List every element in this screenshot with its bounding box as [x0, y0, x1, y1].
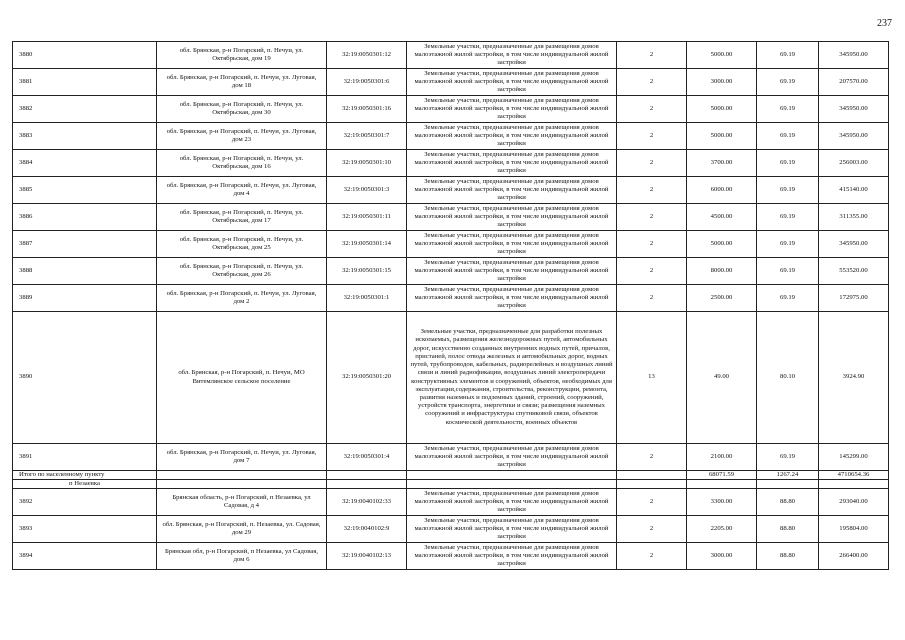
cadastral-number-cell: 32:19:0050301:6: [327, 69, 407, 96]
row-number: 3888: [13, 258, 157, 285]
address-cell: обл. Брянская, р-н Погарский, п. Нечуи, ул. Луговая, дом 18: [157, 69, 327, 96]
area-cell: 2100.00: [687, 444, 757, 471]
table-row: [13, 444, 889, 471]
land-purpose-cell: Земельные участки, предназначенные для размещения домов малоэтажной жилой застройки, в том числе индивидуальной жилой застройки: [407, 150, 617, 177]
category-cell: 2: [617, 231, 687, 258]
table-row: [13, 96, 889, 123]
area-cell: 49.00: [687, 312, 757, 444]
value-cell: 145299.00: [819, 444, 889, 471]
land-purpose-cell: Земельные участки, предназначенные для размещения домов малоэтажной жилой застройки, в том числе индивидуальной жилой застройки: [407, 516, 617, 543]
row-number: 3893: [13, 516, 157, 543]
category-cell: 2: [617, 96, 687, 123]
category-cell: 2: [617, 543, 687, 570]
row-number: 3889: [13, 285, 157, 312]
land-purpose-cell: Земельные участки, предназначенные для размещения домов малоэтажной жилой застройки, в том числе индивидуальной жилой застройки: [407, 204, 617, 231]
row-number: 3884: [13, 150, 157, 177]
rate-cell: 80.10: [757, 312, 819, 444]
cadastral-number-cell: 32:19:0040102:9: [327, 516, 407, 543]
cadastral-number-cell: 32:19:0050301:7: [327, 123, 407, 150]
land-purpose-cell: Земельные участки, предназначенные для размещения домов малоэтажной жилой застройки, в том числе индивидуальной жилой застройки: [407, 69, 617, 96]
row-number: 3891: [13, 444, 157, 471]
value-cell: 345950.00: [819, 96, 889, 123]
address-cell: обл. Брянская, р-н Погарский, п. Нечуи, МО Витемлянское сельское поселение: [157, 312, 327, 444]
cadastral-number-cell: 32:19:0050301:15: [327, 258, 407, 285]
land-purpose-cell: Земельные участки, предназначенные для размещения домов малоэтажной жилой застройки, в том числе индивидуальной жилой застройки: [407, 231, 617, 258]
value-cell: 553520.00: [819, 258, 889, 285]
land-purpose-cell: Земельные участки, предназначенные для размещения домов малоэтажной жилой застройки, в том числе индивидуальной жилой застройки: [407, 123, 617, 150]
address-cell: обл. Брянская, р-н Погарский, п. Нечуи, ул. Октябрьская, дом 25: [157, 231, 327, 258]
rate-cell: 69.19: [757, 69, 819, 96]
table-row: [13, 150, 889, 177]
cadastral-number-cell: 32:19:0050301:3: [327, 177, 407, 204]
rate-cell: 69.19: [757, 285, 819, 312]
rate-cell: 69.19: [757, 444, 819, 471]
value-cell: 3924.90: [819, 312, 889, 444]
category-cell: 2: [617, 285, 687, 312]
land-purpose-cell: Земельные участки, предназначенные для размещения домов малоэтажной жилой застройки, в том числе индивидуальной жилой застройки: [407, 42, 617, 69]
table-row: [13, 312, 889, 444]
category-cell: 2: [617, 69, 687, 96]
rate-cell: 88.80: [757, 543, 819, 570]
area-cell: 5000.00: [687, 96, 757, 123]
category-cell: 2: [617, 123, 687, 150]
address-cell: обл. Брянская, р-н Погарский, п. Нечуи, ул. Октябрьская, дом 17: [157, 204, 327, 231]
table-row: [13, 204, 889, 231]
land-purpose-cell: Земельные участки, предназначенные для размещения домов малоэтажной жилой застройки, в том числе индивидуальной жилой застройки: [407, 285, 617, 312]
table-row: [13, 177, 889, 204]
land-register-table: [12, 41, 889, 570]
rate-cell: 88.80: [757, 489, 819, 516]
total-row: [13, 471, 889, 480]
rate-cell: 69.19: [757, 150, 819, 177]
total-area: 68071.59: [687, 471, 757, 480]
address-cell: обл. Брянская, р-н Погарский, п. Нечуи, ул. Луговая, дом 2: [157, 285, 327, 312]
row-number: 3885: [13, 177, 157, 204]
table-row: [13, 258, 889, 285]
area-cell: 3000.00: [687, 69, 757, 96]
area-cell: 3300.00: [687, 489, 757, 516]
area-cell: 4500.00: [687, 204, 757, 231]
category-cell: 2: [617, 177, 687, 204]
cadastral-number-cell: 32:19:0040102:13: [327, 543, 407, 570]
address-cell: обл. Брянская, р-н Погарский, п. Незаевка, ул. Садовая, дом 29: [157, 516, 327, 543]
value-cell: 266400.00: [819, 543, 889, 570]
land-purpose-cell: Земельные участки, предназначенные для разработки полезных ископаемых, размещения железнодорожных путей, автомобильных дорог, искусственно созданных внутренних водных путей, причалов, пристаней, полос отвода железных и автомобильных дорог, водных путей, трубопроводов, кабельных, радиорелейных и воздушных линий связи и линий радиофикации, воздушных линий электропередачи конструктивных элементов и сооружений, объектов, необходимых для эксплуатации,содержания, строительства, реконструкции, ремонта, развития наземных и подземных зданий, строений, сооружений, устройств транспорта, энергетики и связи; размещения наземных сооружений и инфраструктуры спутниковой связи, объектов космической деятельности, военных объектов: [407, 312, 617, 444]
row-number: 3886: [13, 204, 157, 231]
row-number: 3894: [13, 543, 157, 570]
cadastral-number-cell: 32:19:0050301:4: [327, 444, 407, 471]
rate-cell: 69.19: [757, 42, 819, 69]
address-cell: Брянская область, р-н Погарский, п Незаевка, ул Садовая, д 4: [157, 489, 327, 516]
rate-cell: 69.19: [757, 177, 819, 204]
rate-cell: 69.19: [757, 204, 819, 231]
settlement-heading-row: [13, 480, 889, 489]
row-number: 3880: [13, 42, 157, 69]
rate-cell: 69.19: [757, 258, 819, 285]
row-number: 3887: [13, 231, 157, 258]
area-cell: 8000.00: [687, 258, 757, 285]
total-rate: 1267.24: [757, 471, 819, 480]
row-number: 3892: [13, 489, 157, 516]
address-cell: обл. Брянская, р-н Погарский, п. Нечуи, ул. Октябрьская, дом 16: [157, 150, 327, 177]
category-cell: 2: [617, 489, 687, 516]
address-cell: обл. Брянская, р-н Погарский, п. Нечуи, ул. Октябрьская, дом 19: [157, 42, 327, 69]
category-cell: 2: [617, 258, 687, 285]
address-cell: Брянская обл, р-н Погарский, п Незаевка, ул Садовая, дом 6: [157, 543, 327, 570]
area-cell: 6000.00: [687, 177, 757, 204]
row-number: 3881: [13, 69, 157, 96]
row-number: 3883: [13, 123, 157, 150]
page-number: 237: [877, 18, 892, 29]
area-cell: 2205.00: [687, 516, 757, 543]
value-cell: 207570.00: [819, 69, 889, 96]
table-row: [13, 123, 889, 150]
row-number: 3882: [13, 96, 157, 123]
rate-cell: 69.19: [757, 123, 819, 150]
value-cell: 293040.00: [819, 489, 889, 516]
cadastral-number-cell: 32:19:0040102:33: [327, 489, 407, 516]
value-cell: 345950.00: [819, 231, 889, 258]
land-purpose-cell: Земельные участки, предназначенные для размещения домов малоэтажной жилой застройки, в том числе индивидуальной жилой застройки: [407, 177, 617, 204]
land-purpose-cell: Земельные участки, предназначенные для размещения домов малоэтажной жилой застройки, в том числе индивидуальной жилой застройки: [407, 96, 617, 123]
address-cell: обл. Брянская, р-н Погарский, п. Нечуи, ул. Луговая, дом 4: [157, 177, 327, 204]
value-cell: 256003.00: [819, 150, 889, 177]
land-purpose-cell: Земельные участки, предназначенные для размещения домов малоэтажной жилой застройки, в том числе индивидуальной жилой застройки: [407, 444, 617, 471]
value-cell: 345950.00: [819, 42, 889, 69]
area-cell: 5000.00: [687, 123, 757, 150]
row-number: 3890: [13, 312, 157, 444]
address-cell: обл. Брянская, р-н Погарский, п. Нечуи, ул. Луговая, дом 7: [157, 444, 327, 471]
cadastral-number-cell: 32:19:0050301:1: [327, 285, 407, 312]
area-cell: 5000.00: [687, 231, 757, 258]
land-purpose-cell: Земельные участки, предназначенные для размещения домов малоэтажной жилой застройки, в том числе индивидуальной жилой застройки: [407, 543, 617, 570]
total-label: Итого по населенному пункту: [13, 471, 157, 480]
category-cell: 2: [617, 204, 687, 231]
value-cell: 195804.00: [819, 516, 889, 543]
cadastral-number-cell: 32:19:0050301:14: [327, 231, 407, 258]
table-row: [13, 231, 889, 258]
area-cell: 3700.00: [687, 150, 757, 177]
address-cell: обл. Брянская, р-н Погарский, п. Нечуи, ул. Октябрьская, дом 26: [157, 258, 327, 285]
category-cell: 2: [617, 516, 687, 543]
area-cell: 2500.00: [687, 285, 757, 312]
value-cell: 311355.00: [819, 204, 889, 231]
land-purpose-cell: Земельные участки, предназначенные для размещения домов малоэтажной жилой застройки, в том числе индивидуальной жилой застройки: [407, 258, 617, 285]
category-cell: 2: [617, 444, 687, 471]
cadastral-number-cell: 32:19:0050301:11: [327, 204, 407, 231]
total-value: 4710654.36: [819, 471, 889, 480]
address-cell: обл. Брянская, р-н Погарский, п. Нечуи, ул. Октябрьская, дом 30: [157, 96, 327, 123]
rate-cell: 69.19: [757, 96, 819, 123]
rate-cell: 88.80: [757, 516, 819, 543]
table-row: [13, 285, 889, 312]
category-cell: 2: [617, 42, 687, 69]
table-row: [13, 69, 889, 96]
cadastral-number-cell: 32:19:0050301:12: [327, 42, 407, 69]
cadastral-number-cell: 32:19:0050301:20: [327, 312, 407, 444]
category-cell: 2: [617, 150, 687, 177]
settlement-name: п Незаевка: [13, 480, 157, 489]
land-purpose-cell: Земельные участки, предназначенные для размещения домов малоэтажной жилой застройки, в том числе индивидуальной жилой застройки: [407, 489, 617, 516]
value-cell: 345950.00: [819, 123, 889, 150]
table-row: [13, 516, 889, 543]
area-cell: 3000.00: [687, 543, 757, 570]
table-row: [13, 543, 889, 570]
value-cell: 172975.00: [819, 285, 889, 312]
table-row: [13, 489, 889, 516]
category-cell: 13: [617, 312, 687, 444]
area-cell: 5000.00: [687, 42, 757, 69]
table-row: [13, 42, 889, 69]
cadastral-number-cell: 32:19:0050301:10: [327, 150, 407, 177]
address-cell: обл. Брянская, р-н Погарский, п. Нечуи, ул. Луговая, дом 23: [157, 123, 327, 150]
value-cell: 415140.00: [819, 177, 889, 204]
cadastral-number-cell: 32:19:0050301:16: [327, 96, 407, 123]
rate-cell: 69.19: [757, 231, 819, 258]
